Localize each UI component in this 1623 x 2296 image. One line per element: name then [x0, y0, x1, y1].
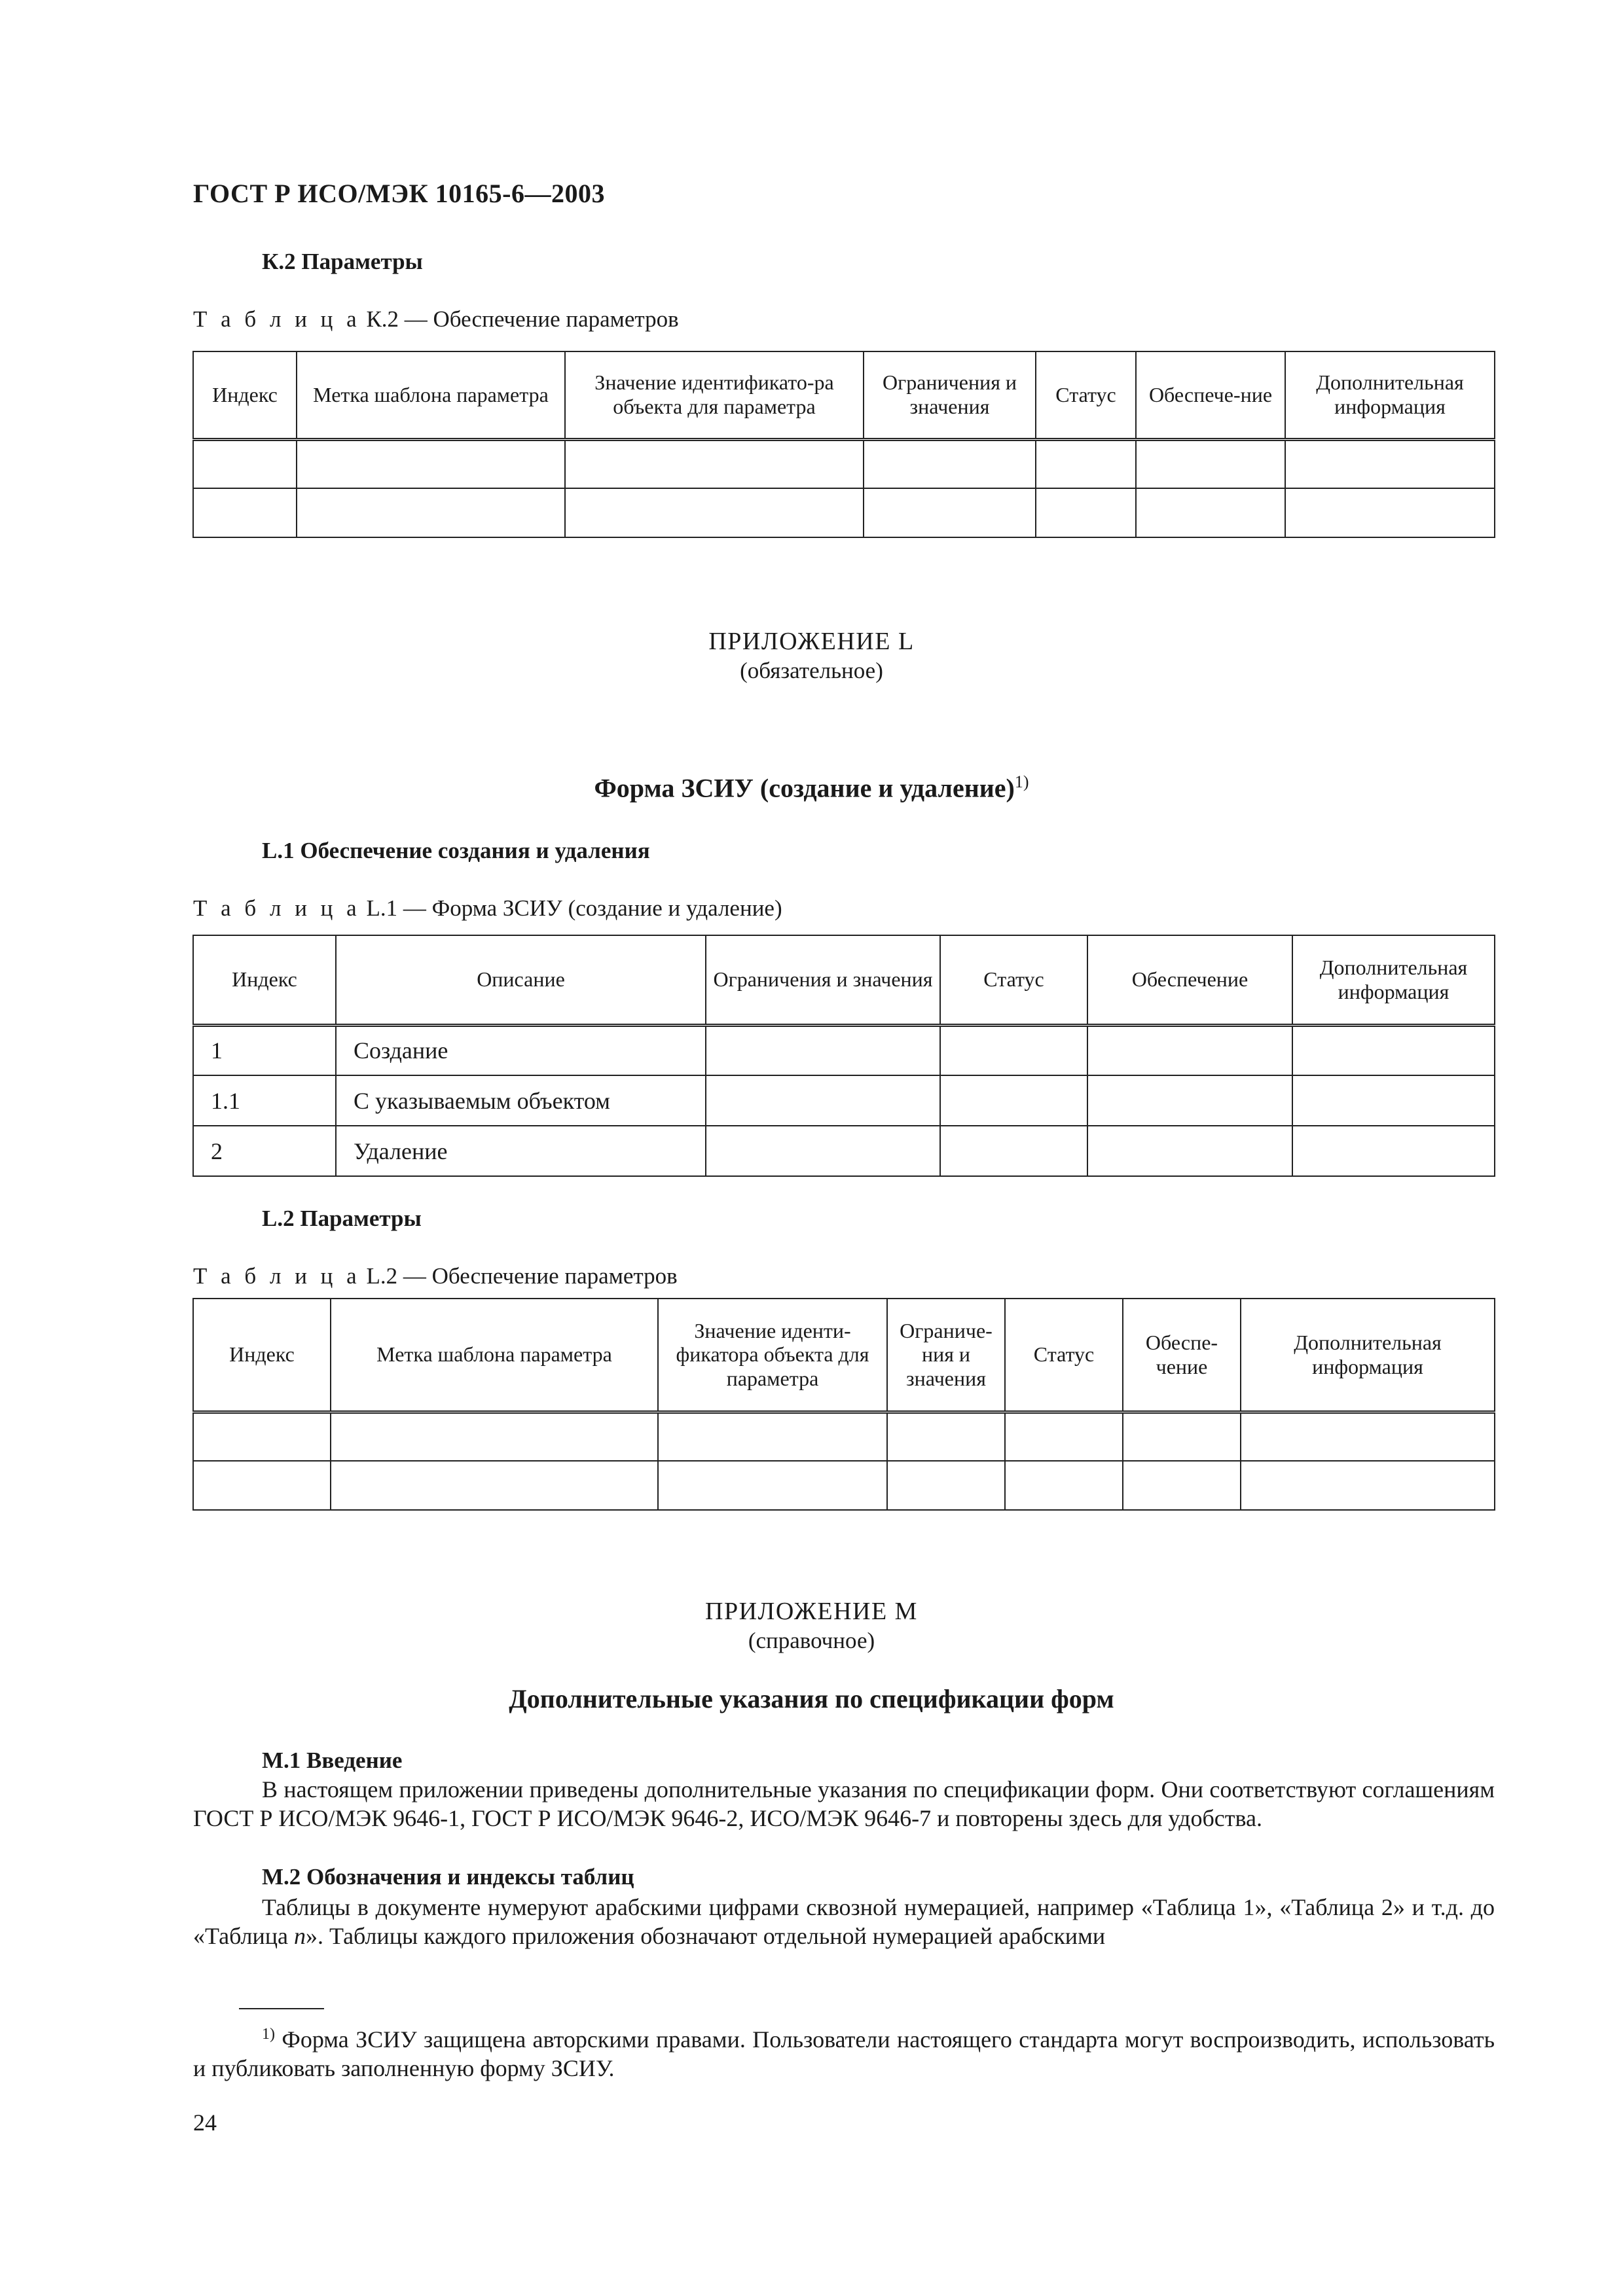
l2-heading: L.2 Параметры [262, 1206, 422, 1231]
l1-row-index: 2 [193, 1126, 336, 1176]
l1-heading: L.1 Обеспечение создания и удаления [262, 838, 650, 863]
l1-row-index: 1.1 [193, 1075, 336, 1126]
appendix-l-title: ПРИЛОЖЕНИЕ L [708, 628, 915, 655]
l1-row-description: Удаление [336, 1126, 706, 1176]
appendix-m-section-title: Дополнительные указания по спецификации форм [509, 1684, 1114, 1713]
l1-col-additional-info: Дополнительная информация [1292, 935, 1495, 1025]
l2-col-object-id: Значение иденти-фикатора объекта для параметра [658, 1299, 887, 1412]
l1-col-support: Обеспечение [1087, 935, 1292, 1025]
l2-col-additional-info: Дополнительная информация [1241, 1299, 1495, 1412]
l2-parameters-table [192, 1298, 1495, 1511]
appendix-l-form-title [0, 772, 1623, 803]
l2-table-caption [193, 1263, 678, 1289]
l1-col-index: Индекс [193, 935, 336, 1025]
l2-col-support: Обеспе-чение [1123, 1299, 1241, 1412]
k2-caption-rest: К.2 — Обеспечение параметров [360, 306, 679, 332]
l1-row-description: Создание [336, 1025, 706, 1075]
l2-col-template-label: Метка шаблона параметра [331, 1299, 658, 1412]
m1-paragraph: В настоящем приложении приведены дополнительные указания по спецификации форм. Они соответствуют соглашениям ГОСТ Р ИСО/МЭК 9646-1, ГОСТ Р ИСО/МЭК 9646-2, ИСО/МЭК 9646-7 и повторены здесь для удобства. [193, 1776, 1495, 1831]
table-row [193, 439, 1495, 488]
footnote-text: Форма ЗСИУ защищена авторскими правами. Пользователи настоящего стандарта могут воспроизводить, использовать и публиковать заполненную форму ЗСИУ. [193, 2026, 1495, 2081]
m2-paragraph [193, 1893, 1495, 1950]
table-row [193, 1126, 1495, 1176]
footnote-divider [239, 2008, 324, 2009]
l1-form-table [192, 935, 1495, 1177]
m2-text-italic: n [293, 1923, 306, 1949]
k2-col-template-label: Метка шаблона параметра [297, 351, 565, 439]
l2-col-constraints: Ограниче-ния и значения [887, 1299, 1005, 1412]
k2-parameters-table [192, 351, 1495, 538]
k2-caption-word: Т а б л и ц а [193, 306, 361, 332]
footnote-mark: 1) [262, 2026, 275, 2043]
form-title-footnote-mark: 1) [1014, 772, 1029, 791]
k2-col-additional-info: Дополнительная информация [1285, 351, 1495, 439]
l1-caption-rest: L.1 — Форма ЗСИУ (создание и удаление) [360, 895, 782, 921]
l1-col-status: Статус [940, 935, 1087, 1025]
m2-text-after: ». Таблицы каждого приложения обозначают отдельной нумерацией арабскими [305, 1923, 1106, 1949]
l1-row-index: 1 [193, 1025, 336, 1075]
l1-caption-word: Т а б л и ц а [193, 895, 361, 921]
m2-text-before: Таблицы в документе нумеруют арабскими цифрами сквозной нумерацией, например «Таблица 1», «Таблица 2» и т.д. до «Таблица [193, 1894, 1495, 1949]
k2-table-caption [193, 306, 679, 332]
k2-col-support: Обеспече-ние [1136, 351, 1285, 439]
page-number: 24 [193, 2109, 217, 2136]
table-row [193, 1075, 1495, 1126]
table-row [193, 1412, 1495, 1461]
l1-col-constraints: Ограничения и значения [706, 935, 940, 1025]
m1-heading: М.1 Введение [262, 1748, 403, 1773]
l1-row-description: С указываемым объектом [336, 1075, 706, 1126]
k2-col-constraints: Ограничения и значения [864, 351, 1036, 439]
table-row [193, 1461, 1495, 1510]
form-title-text: Форма ЗСИУ (создание и удаление) [594, 773, 1015, 803]
l1-table-caption [193, 895, 782, 922]
table-row [193, 488, 1495, 537]
footnote [193, 2020, 1495, 2083]
k2-col-index: Индекс [193, 351, 297, 439]
k2-col-object-id: Значение идентификато-ра объекта для параметра [565, 351, 864, 439]
document-standard-header: ГОСТ Р ИСО/МЭК 10165-6—2003 [193, 179, 605, 208]
l2-caption-rest: L.2 — Обеспечение параметров [360, 1263, 678, 1289]
table-row [193, 1025, 1495, 1075]
l2-caption-word: Т а б л и ц а [193, 1263, 361, 1289]
appendix-m-note: (справочное) [748, 1628, 875, 1653]
l2-col-index: Индекс [193, 1299, 331, 1412]
m2-heading: М.2 Обозначения и индексы таблиц [262, 1864, 634, 1890]
appendix-m-title: ПРИЛОЖЕНИЕ М [705, 1598, 918, 1625]
k2-heading: К.2 Параметры [262, 249, 423, 274]
l1-col-description: Описание [336, 935, 706, 1025]
l2-col-status: Статус [1005, 1299, 1123, 1412]
appendix-l-note: (обязательное) [740, 658, 883, 683]
k2-col-status: Статус [1036, 351, 1136, 439]
